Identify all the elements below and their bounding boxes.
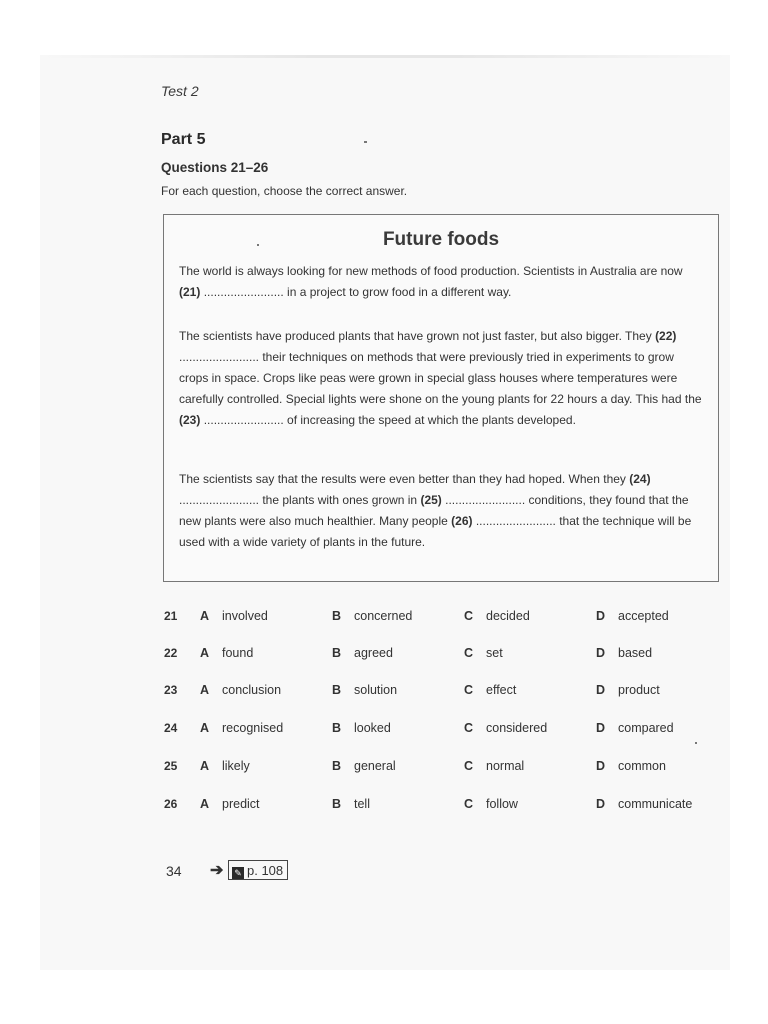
option-c[interactable]: C normal bbox=[464, 759, 525, 773]
test-label: Test 2 bbox=[161, 83, 199, 99]
arrow-right-icon: ➔ bbox=[210, 862, 224, 879]
passage-paragraph-1: The world is always looking for new methods of food production. Scientists in Australia are now (21) ........................ in a project to grow food in a different way. bbox=[179, 264, 683, 299]
option-b[interactable]: B agreed bbox=[332, 646, 393, 660]
option-row-26 bbox=[160, 793, 720, 815]
book-icon: ✎ bbox=[232, 867, 244, 879]
option-a[interactable]: A involved bbox=[200, 609, 268, 623]
option-c[interactable]: C follow bbox=[464, 797, 518, 811]
option-b[interactable]: B tell bbox=[332, 797, 370, 811]
page-reference[interactable] bbox=[228, 860, 288, 880]
option-b[interactable]: B solution bbox=[332, 683, 398, 697]
option-b[interactable]: B concerned bbox=[332, 609, 413, 623]
option-row-22 bbox=[160, 642, 720, 664]
option-d[interactable]: D compared bbox=[596, 721, 674, 735]
option-d[interactable]: D common bbox=[596, 759, 666, 773]
option-c[interactable]: C considered bbox=[464, 721, 548, 735]
option-b[interactable]: B looked bbox=[332, 721, 391, 735]
gap-25-number: (25) bbox=[420, 493, 442, 507]
instruction-text: For each question, choose the correct answer. bbox=[161, 184, 408, 198]
option-row-21 bbox=[160, 605, 720, 627]
passage-box bbox=[163, 214, 719, 582]
scan-speck bbox=[695, 742, 697, 744]
option-a[interactable]: A recognised bbox=[200, 721, 284, 735]
option-d[interactable]: D accepted bbox=[596, 609, 669, 623]
option-c[interactable]: C decided bbox=[464, 609, 530, 623]
option-b[interactable]: B general bbox=[332, 759, 396, 773]
question-number: 22 bbox=[164, 646, 178, 660]
option-d[interactable]: D based bbox=[596, 646, 653, 660]
option-row-23 bbox=[160, 679, 720, 701]
question-number: 26 bbox=[164, 797, 178, 811]
gap-22-number: (22) bbox=[655, 329, 677, 343]
option-a[interactable]: A found bbox=[200, 646, 254, 660]
gap-24-number: (24) bbox=[629, 472, 651, 486]
gap-26-blank: ........................ bbox=[475, 514, 556, 528]
part-title: Part 5 bbox=[161, 131, 206, 148]
option-c[interactable]: C set bbox=[464, 646, 503, 660]
gap-25-blank: ........................ bbox=[445, 493, 526, 507]
gap-21-number: (21) bbox=[179, 285, 201, 299]
gap-26-number: (26) bbox=[451, 514, 473, 528]
option-d[interactable]: D communicate bbox=[596, 797, 693, 811]
gap-22-blank: ........................ bbox=[179, 350, 260, 364]
question-number: 23 bbox=[164, 683, 178, 697]
passage-paragraph-2: The scientists have produced plants that have grown not just faster, but also bigger. They (22) ........................ their techniques on methods that were previously tried in experiments to grow crops in space. Crops like peas were grown in special glass houses where temperatures were carefully controlled. Special lights were shone on the young plants for 22 hours a day. This had the (23) ........................ of increasing the speed at which the plants developed. bbox=[179, 329, 702, 427]
question-number: 21 bbox=[164, 609, 178, 623]
passage-title: Future foods bbox=[382, 229, 500, 250]
gap-24-blank: ........................ bbox=[179, 493, 260, 507]
option-c[interactable]: C effect bbox=[464, 683, 517, 697]
page-number: 34 bbox=[166, 863, 182, 879]
option-a[interactable]: A predict bbox=[200, 797, 260, 811]
passage-paragraph-3: The scientists say that the results were even better than they had hoped. When they (24) ........................ the plants with ones grown in (25) ........................ conditions, they found that the new plants were also much healthier. Many people (26) ........................ that the technique will be used with a wide variety of plants in the future. bbox=[179, 472, 692, 549]
option-d[interactable]: D product bbox=[596, 683, 660, 697]
option-a[interactable]: A likely bbox=[200, 759, 250, 773]
gap-21-blank: ........................ bbox=[203, 285, 284, 299]
scan-speck bbox=[257, 244, 259, 246]
question-number: 25 bbox=[164, 759, 178, 773]
option-row-24 bbox=[160, 717, 720, 739]
gap-23-number: (23) bbox=[179, 413, 201, 427]
page-reference-text: p. 108 bbox=[247, 863, 284, 878]
scan-speck bbox=[364, 141, 367, 143]
question-range: Questions 21–26 bbox=[161, 160, 269, 175]
gap-23-blank: ........................ bbox=[203, 413, 284, 427]
question-number: 24 bbox=[164, 721, 178, 735]
option-row-25 bbox=[160, 755, 720, 777]
option-a[interactable]: A conclusion bbox=[200, 683, 282, 697]
